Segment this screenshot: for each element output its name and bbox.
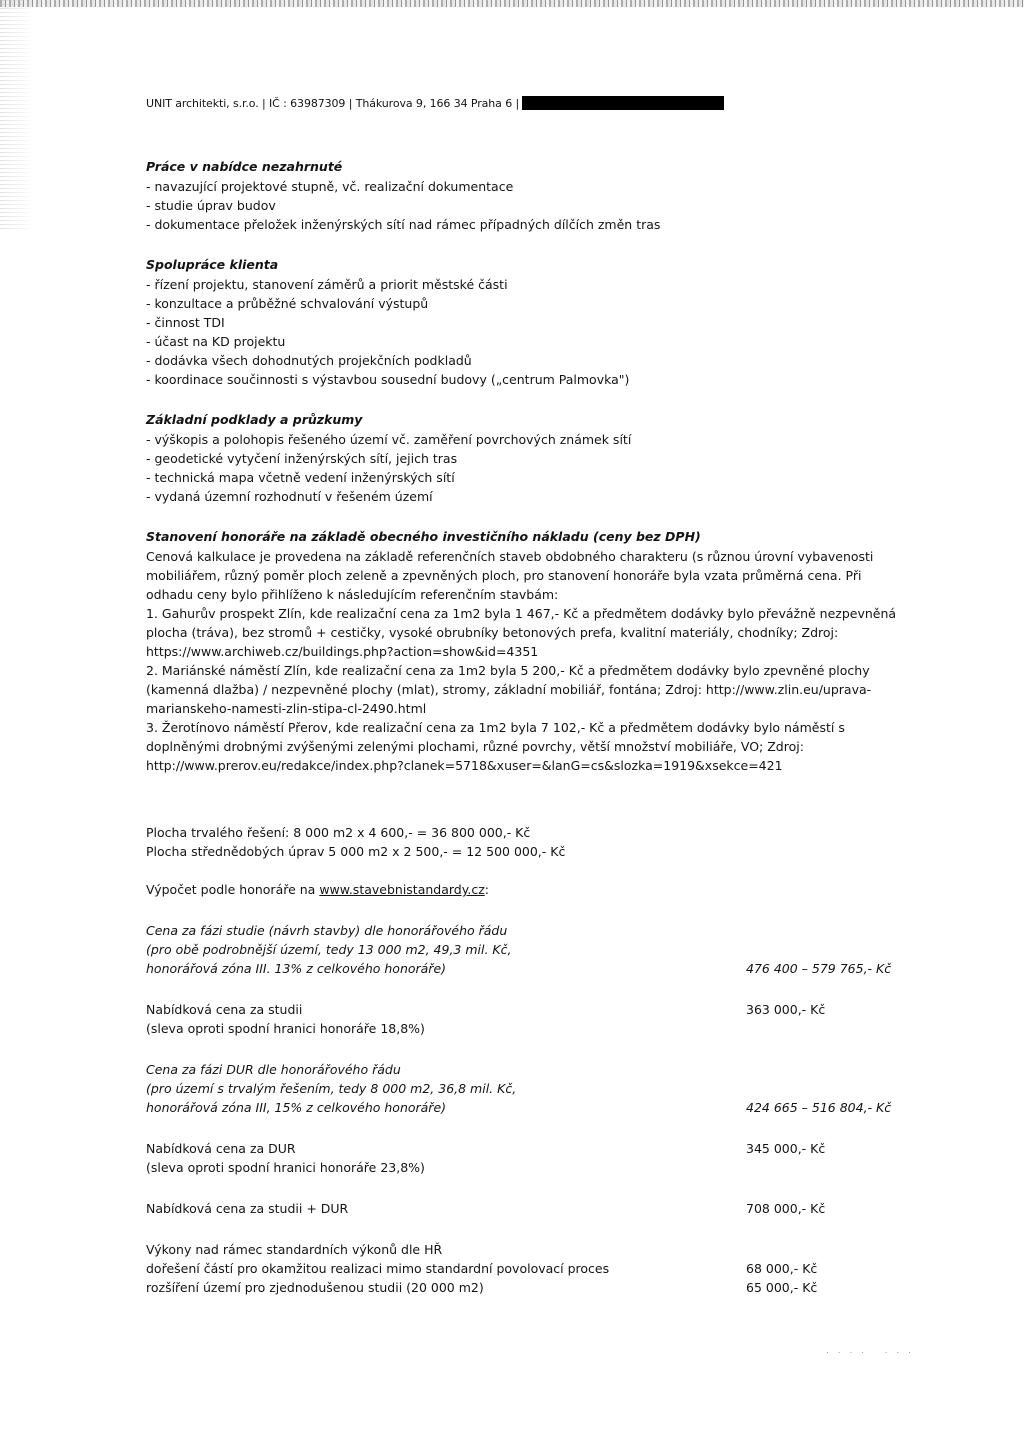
extra-title: Výkony nad rámec standardních výkonů dle HŘ bbox=[146, 1242, 443, 1257]
list-item: - technická mapa včetně vedení inženýrských sítí bbox=[146, 470, 455, 485]
list-item: - dodávka všech dohodnutých projekčních podkladů bbox=[146, 353, 472, 368]
extra-label: dořešení částí pro okamžitou realizaci mimo standardní povolovací proces bbox=[146, 1261, 610, 1276]
section-title: Spolupráce klienta bbox=[146, 257, 279, 272]
fee-value: 363 000,- Kč bbox=[746, 1002, 826, 1017]
section-client-cooperation bbox=[146, 254, 946, 389]
list-item: - výškopis a polohopis řešeného území vč. zaměření povrchových známek sítí bbox=[146, 432, 632, 447]
area-line: Plocha střednědobých úprav 5 000 m2 x 2 500,- = 12 500 000,- Kč bbox=[146, 844, 566, 859]
fee-desc-line: honorářová zóna III, 15% z celkového honoráře) bbox=[146, 1100, 447, 1115]
paragraph-line: (kamenná dlažba) / nezpevněné plochy (mlat), stromy, základní mobiliář, fontána; Zdroj: http://www.zlin.eu/uprava- bbox=[146, 682, 872, 697]
fee-row-study-offer bbox=[146, 1000, 946, 1038]
paragraph-line: http://www.prerov.eu/redakce/index.php?clanek=5718&xuser=&lanG=cs&slozka=1919&xsekce=421 bbox=[146, 758, 783, 773]
list-item: - konzultace a průběžné schvalování výstupů bbox=[146, 296, 429, 311]
fee-desc-line: (sleva oproti spodní hranici honoráře 18,8%) bbox=[146, 1021, 425, 1036]
extra-row bbox=[146, 1278, 946, 1297]
section-title: Práce v nabídce nezahrnuté bbox=[146, 159, 343, 174]
fee-value: 345 000,- Kč bbox=[746, 1141, 826, 1156]
fee-desc-line: Nabídková cena za DUR bbox=[146, 1141, 296, 1156]
list-item: - činnost TDI bbox=[146, 315, 225, 330]
fee-value: 708 000,- Kč bbox=[746, 1201, 826, 1216]
paragraph-line: marianskeho-namesti-zlin-stipa-cl-2490.html bbox=[146, 701, 427, 716]
calc-prefix: Výpočet podle honoráře na bbox=[146, 882, 320, 897]
extra-services bbox=[146, 1240, 946, 1297]
fee-desc-line: Cena za fázi studie (návrh stavby) dle honorářového řádu bbox=[146, 923, 508, 938]
list-item: - řízení projektu, stanovení záměrů a priorit městské části bbox=[146, 277, 508, 292]
calc-note bbox=[146, 880, 946, 899]
list-item: - navazující projektové stupně, vč. realizační dokumentace bbox=[146, 179, 514, 194]
section-title: Stanovení honoráře na základě obecného investičního nákladu (ceny bez DPH) bbox=[146, 529, 701, 544]
fee-desc-line: (sleva oproti spodní hranici honoráře 23,8%) bbox=[146, 1160, 425, 1175]
extra-value: 68 000,- Kč bbox=[746, 1261, 818, 1276]
fee-row-dur-range bbox=[146, 1060, 946, 1117]
fee-desc-line: Cena za fázi DUR dle honorářového řádu bbox=[146, 1062, 401, 1077]
fee-value: 424 665 – 516 804,- Kč bbox=[746, 1100, 892, 1115]
section-title: Základní podklady a průzkumy bbox=[146, 412, 363, 427]
fee-desc-line: (pro území s trvalým řešením, tedy 8 000 m2, 36,8 mil. Kč, bbox=[146, 1081, 517, 1096]
calc-suffix: : bbox=[484, 882, 489, 897]
paragraph-line: https://www.archiweb.cz/buildings.php?action=show&id=4351 bbox=[146, 644, 539, 659]
fee-desc-line: Nabídková cena za studii + DUR bbox=[146, 1201, 349, 1216]
fee-value: 476 400 – 579 765,- Kč bbox=[746, 961, 892, 976]
fee-row-total bbox=[146, 1199, 946, 1218]
paragraph-line: 1. Gahurův prospekt Zlín, kde realizační cena za 1m2 byla 1 467,- Kč a předmětem dodávky bylo převážně nezpevněná bbox=[146, 606, 897, 621]
fee-row-study-range bbox=[146, 921, 946, 978]
fee-desc-line: honorářová zóna III. 13% z celkového honoráře) bbox=[146, 961, 447, 976]
section-basic-documents bbox=[146, 409, 946, 506]
paragraph-line: mobiliářem, různý poměr ploch zeleně a zpevněných ploch, pro stanovení honoráře byla vzata průměrná cena. Při bbox=[146, 568, 862, 583]
paragraph-line: plocha (tráva), bez stromů + cestičky, vysoké obrubníky betonových prefa, kvalitní materiály, chodníky; Zdroj: bbox=[146, 625, 839, 640]
standards-link[interactable]: www.stavebnistandardy.cz bbox=[319, 882, 485, 897]
paragraph-line: Cenová kalkulace je provedena na základě referenčních staveb obdobného charakteru (s různou úrovní vybavenosti bbox=[146, 549, 874, 564]
list-item: - dokumentace přeložek inženýrských sítí nad rámec případných dílčích změn tras bbox=[146, 217, 661, 232]
letterhead-text: UNIT architekti, s.r.o. | IČ : 63987309 | Thákurova 9, 166 34 Praha 6 | bbox=[146, 96, 520, 110]
document-page bbox=[146, 96, 946, 1297]
paragraph-line: 2. Mariánské náměstí Zlín, kde realizační cena za 1m2 byla 5 200,- Kč a předmětem dodávky bylo zpevněné plochy bbox=[146, 663, 870, 678]
list-item: - studie úprav budov bbox=[146, 198, 276, 213]
extra-row bbox=[146, 1259, 946, 1278]
area-line: Plocha trvalého řešení: 8 000 m2 x 4 600,- = 36 800 000,- Kč bbox=[146, 825, 531, 840]
extra-value: 65 000,- Kč bbox=[746, 1280, 818, 1295]
list-item: - vydaná územní rozhodnutí v řešeném území bbox=[146, 489, 433, 504]
fee-paragraph bbox=[146, 547, 946, 775]
extra-label: rozšíření území pro zjednodušenou studii (20 000 m2) bbox=[146, 1280, 484, 1295]
scan-noise: . . . . . . . bbox=[826, 1346, 914, 1356]
paragraph-line: odhadu ceny bylo přihlíženo k následujícím referenčním stavbám: bbox=[146, 587, 559, 602]
section-excluded-work bbox=[146, 156, 946, 234]
scan-edge-top bbox=[0, 0, 1024, 7]
paragraph-line: doplněnými drobnými zvýšenými zelenými plochami, různé povrchy, větší množství mobiliáře, VO; Zdroj: bbox=[146, 739, 804, 754]
list-item: - koordinace součinnosti s výstavbou sousední budovy („centrum Palmovka") bbox=[146, 372, 630, 387]
section-fee-determination bbox=[146, 526, 946, 775]
letterhead bbox=[146, 96, 946, 110]
list-item: - účast na KD projektu bbox=[146, 334, 286, 349]
scan-edge-left bbox=[0, 0, 34, 230]
paragraph-line: 3. Žerotínovo náměstí Přerov, kde realizační cena za 1m2 byla 7 102,- Kč a předmětem dodávky bylo náměstí s bbox=[146, 720, 845, 735]
list-item: - geodetické vytyčení inženýrských sítí, jejich tras bbox=[146, 451, 458, 466]
fee-row-dur-offer bbox=[146, 1139, 946, 1177]
area-calculation bbox=[146, 823, 946, 861]
fee-desc-line: (pro obě podrobnější území, tedy 13 000 m2, 49,3 mil. Kč, bbox=[146, 942, 512, 957]
redaction-bar bbox=[522, 96, 724, 110]
fee-desc-line: Nabídková cena za studii bbox=[146, 1002, 303, 1017]
